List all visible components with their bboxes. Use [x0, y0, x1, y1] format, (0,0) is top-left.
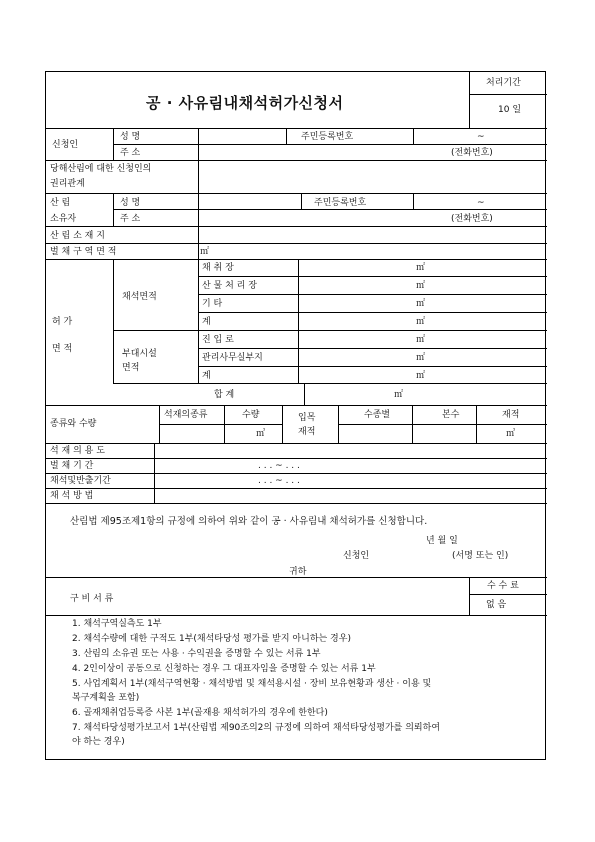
document-item: 4. 2인이상이 공동으로 신청하는 경우 그 대표자임을 증명할 수 있는 서류 1부	[72, 664, 376, 674]
divider	[113, 259, 114, 383]
divider	[46, 503, 547, 504]
divider	[46, 405, 547, 406]
divider	[469, 577, 470, 615]
divider	[298, 259, 299, 383]
document-item: 6. 골재채취업등록증 사본 1부(골재용 채석허가의 경우에 한한다)	[72, 708, 328, 718]
divider	[304, 383, 305, 405]
quantity-unit: ㎥	[256, 429, 266, 439]
permit-row-label: 산 물 처 리 장	[202, 281, 257, 291]
divider	[469, 72, 470, 128]
divider	[198, 312, 547, 313]
permit-row-label: 진 입 로	[202, 335, 234, 345]
application-statement: 산림법 제95조제1항의 규정에 의하여 위와 같이 공 · 사유림내 채석허가를 신청합니다.	[70, 516, 428, 527]
divider	[469, 594, 547, 595]
volume-unit: ㎥	[506, 429, 516, 439]
owner-section-label-line1: 산 림	[50, 198, 71, 208]
stone-type-label: 석재의종류	[164, 410, 208, 420]
divider	[46, 243, 547, 244]
divider	[46, 473, 547, 474]
divider	[469, 94, 547, 95]
owner-name-label: 성 명	[120, 198, 141, 208]
divider	[338, 424, 547, 425]
divider	[113, 144, 547, 145]
divider	[198, 294, 547, 295]
relation-label-line2: 권리관계	[50, 179, 85, 189]
permit-row-unit: ㎡	[416, 371, 426, 381]
divider	[413, 128, 414, 144]
divider	[46, 488, 547, 489]
fee-label: 수 수 료	[487, 581, 519, 591]
addressee-label: 귀하	[289, 567, 307, 577]
divider	[198, 276, 547, 277]
applicant-name-label: 성 명	[120, 132, 141, 142]
forest-location-label: 산 림 소 재 지	[50, 231, 105, 241]
divider	[46, 226, 547, 227]
signature-placeholder: (서명 또는 인)	[452, 551, 509, 561]
applicant-id-label: 주민등록번호	[301, 132, 354, 142]
timber-volume-label-line1: 입목	[298, 413, 316, 423]
permit-row-label: 기 타	[202, 299, 223, 309]
applicant-id-tilde: ~	[477, 132, 485, 142]
timber-volume-label-line2: 재적	[298, 427, 316, 437]
logging-area-unit: ㎡	[200, 247, 210, 257]
document-item: 복구계획을 포함)	[72, 693, 140, 703]
required-documents-title: 구 비 서 류	[70, 594, 114, 604]
relation-label-line1: 당해산림에 대한 신청인의	[50, 164, 152, 174]
divider	[46, 160, 547, 161]
document-item: 3. 산림의 소유권 또는 사용 · 수익권을 증명할 수 있는 서류 1부	[72, 649, 321, 659]
divider	[113, 330, 547, 331]
permit-row-label: 채 취 장	[202, 263, 234, 273]
permit-row-label: 계	[202, 371, 211, 381]
permit-row-unit: ㎡	[416, 299, 426, 309]
applicant-phone-label: (전화번호)	[451, 148, 493, 158]
owner-id-tilde: ~	[477, 198, 485, 208]
divider	[113, 383, 547, 384]
divider	[198, 366, 547, 367]
logging-area-label: 벌 채 구 역 면 적	[50, 247, 117, 257]
document-item: 7. 채석타당성평가보고서 1부(산림법 제90조의2의 규정에 의하여 채석타당성평가를 의뢰하여	[72, 723, 441, 733]
logging-period-value: . . . ~ . . .	[258, 461, 300, 471]
owner-address-label: 주 소	[120, 214, 141, 224]
facility-area-label-line2: 면적	[122, 363, 140, 373]
signer-label: 신청인	[343, 551, 370, 561]
document-item: 1. 채석구역실측도 1부	[72, 619, 162, 629]
stone-use-label: 석 재 의 용 도	[50, 446, 105, 456]
logging-period-label: 벌 채 기 간	[50, 461, 94, 471]
owner-section-label-line2: 소유자	[50, 214, 77, 224]
permit-row-unit: ㎡	[416, 281, 426, 291]
quarry-transport-period-label: 채석및반출기간	[50, 476, 111, 486]
quantity-label: 수량	[242, 410, 260, 420]
divider	[301, 193, 302, 209]
permit-label-part1: 허 가	[52, 317, 73, 327]
owner-id-label: 주민등록번호	[314, 198, 367, 208]
divider	[286, 128, 287, 144]
divider	[46, 577, 547, 578]
application-date: 년 월 일	[426, 536, 458, 546]
permit-row-label: 계	[202, 317, 211, 327]
permit-row-label: 관리사무실부지	[202, 353, 263, 363]
volume-label: 재적	[502, 410, 520, 420]
permit-row-unit: ㎡	[416, 353, 426, 363]
permit-total-unit: ㎡	[394, 390, 404, 400]
divider	[46, 458, 547, 459]
permit-row-unit: ㎡	[416, 263, 426, 273]
species-label: 종류와 수량	[50, 419, 97, 429]
quarry-method-label: 채 석 방 법	[50, 491, 94, 501]
divider	[282, 405, 283, 443]
divider	[46, 128, 547, 129]
fee-value: 없 음	[486, 600, 507, 610]
owner-phone-label: (전화번호)	[451, 214, 493, 224]
divider	[413, 193, 414, 209]
divider	[46, 615, 547, 616]
divider	[198, 259, 199, 383]
form-title: 공 · 사유림내채석허가신청서	[146, 94, 344, 112]
document-item: 2. 채석수량에 대한 구적도 1부(채석타당성 평가를 받지 아니하는 경우)	[72, 634, 351, 644]
divider	[46, 443, 547, 444]
quarry-area-label: 채석면적	[122, 292, 157, 302]
application-form	[45, 71, 546, 760]
document-item: 야 하는 경우)	[72, 737, 125, 747]
divider	[46, 259, 547, 260]
tree-species-label: 수종별	[364, 410, 391, 420]
permit-row-unit: ㎡	[416, 335, 426, 345]
divider	[198, 348, 547, 349]
document-item: 5. 사업계획서 1부(채석구역현황 · 채석방법 및 채석용시설 · 장비 보유현황과 생산 · 이용 및	[72, 679, 432, 689]
divider	[198, 160, 199, 193]
processing-period-label: 처리기간	[486, 78, 521, 88]
permit-row-unit: ㎡	[416, 317, 426, 327]
facility-area-label-line1: 부대시설	[122, 349, 157, 359]
tree-count-label: 본수	[442, 410, 460, 420]
applicant-section-label: 신청인	[52, 140, 79, 150]
divider	[113, 209, 547, 210]
quarry-transport-period-value: . . . ~ . . .	[258, 476, 300, 486]
permit-label-part2: 면 적	[52, 344, 73, 354]
permit-total-label: 합 계	[214, 390, 235, 400]
divider	[159, 424, 282, 425]
processing-period-value: 10 일	[498, 105, 522, 115]
applicant-address-label: 주 소	[120, 148, 141, 158]
divider	[46, 193, 547, 194]
